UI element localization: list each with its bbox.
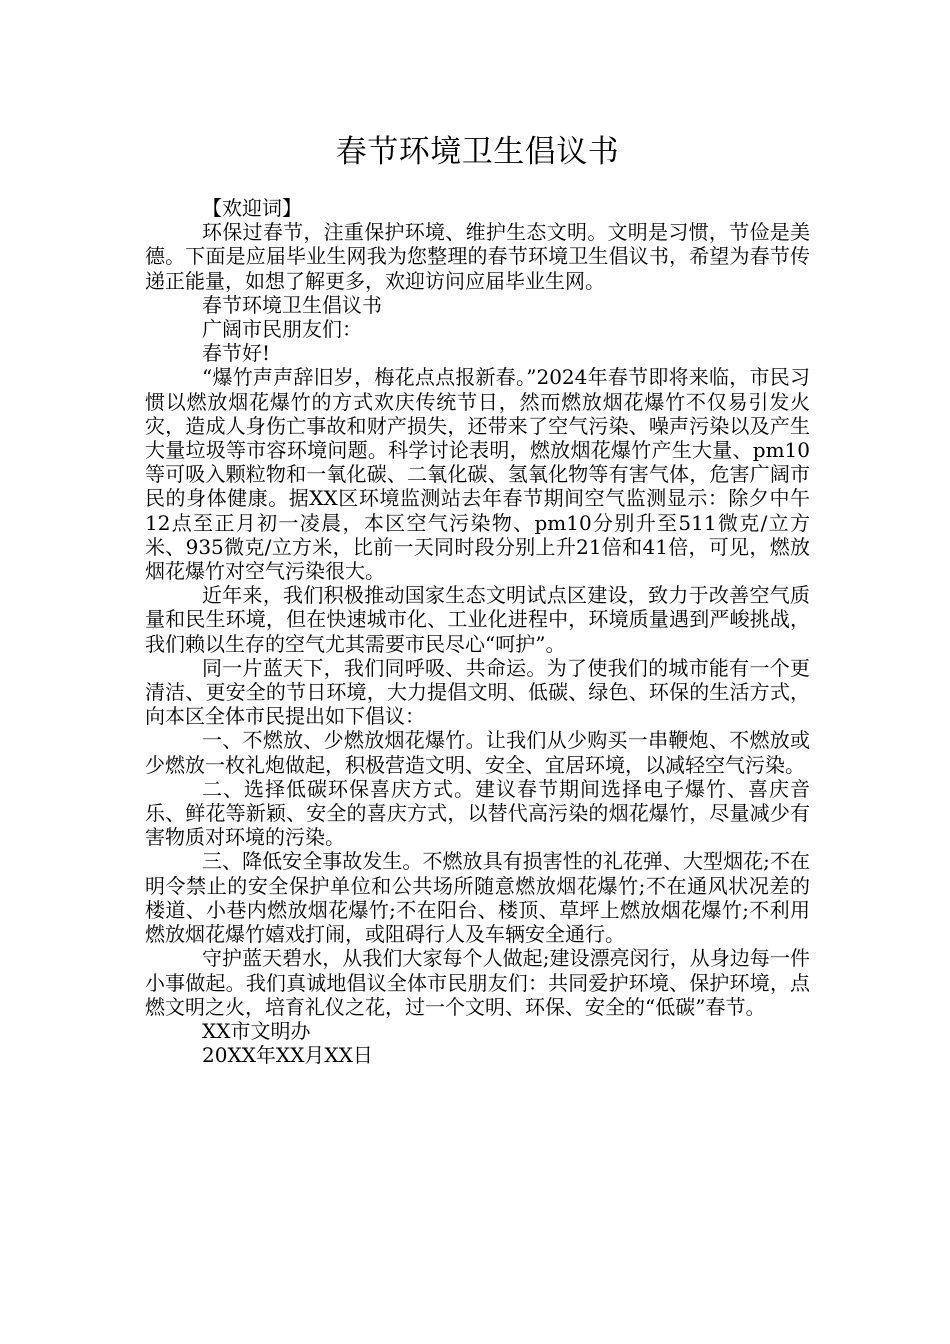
body-paragraph: 近年来，我们积极推动国家生态文明试点区建设，致力于改善空气质量和民生环境，但在快速城市化、工业化进程中，环境质量遇到严峻挑战，我们赖以生存的空气尤其需要市民尽心“呵护”。	[145, 583, 810, 656]
signature: XX市文明办	[202, 1018, 311, 1043]
intro-paragraph: 环保过春节，注重保护环境、维护生态文明。文明是习惯，节俭是美德。下面是应届毕业生网我为您整理的春节环境卫生倡议书，希望为春节传递正能量，如想了解更多，欢迎访问应届毕业生网。	[145, 220, 810, 293]
body-paragraph: 同一片蓝天下，我们同呼吸、共命运。为了使我们的城市能有一个更清洁、更安全的节日环境，大力提倡文明、低碳、绿色、环保的生活方式，向本区全体市民提出如下倡议：	[145, 655, 810, 729]
body-paragraph: “爆竹声声辞旧岁，梅花点点报新春。”2024年春节即将来临，市民习惯以燃放烟花爆竹的方式欢庆传统节日，然而燃放烟花爆竹不仅易引发火灾，造成人身伤亡事故和财产损失，还带来了空气污染、噪声污染以及产生大量垃圾等市容环境问题。科学讨论表明，燃放烟花爆竹产生大量、pm10等可吸入颗粒物和一氧化碳、二氧化碳、氢氧化物等有害气体，危害广阔市民的身体健康。据XX区环境监测站去年春节期间空气监测显示：除夕中午12点至正月初一凌晨，本区空气污染物、pm10分别升至511微克/立方米、935微克/立方米，比前一天同时段分别上升21倍和41倍，可见，燃放烟花爆竹对空气污染很大。	[145, 365, 810, 584]
document-title: 春节环境卫生倡议书	[335, 134, 620, 170]
document-body	[145, 196, 810, 1067]
proposal-item: 三、降低安全事故发生。不燃放具有损害性的礼花弹、大型烟花;不在明令禁止的安全保护单位和公共场所随意燃放烟花爆竹;不在通风状况差的楼道、小巷内燃放烟花爆竹;不在阳台、楼顶、草坪上燃放烟花爆竹;不利用燃放烟花爆竹嬉戏打闹，或阻碍行人及车辆安全通行。	[145, 849, 810, 947]
welcome-heading: 【欢迎词】	[202, 196, 302, 220]
salutation: 广阔市民朋友们：	[202, 317, 362, 342]
letter-title: 春节环境卫生倡议书	[202, 292, 382, 317]
greeting: 春节好!	[202, 341, 271, 366]
proposal-item: 一、不燃放、少燃放烟花爆竹。让我们从少购买一串鞭炮、不燃放或少燃放一枚礼炮做起，积极营造文明、安全、宜居环境，以减轻空气污染。	[145, 728, 810, 777]
date: 20XX年XX月XX日	[202, 1043, 373, 1068]
closing-paragraph: 守护蓝天碧水，从我们大家每个人做起;建设漂亮闵行，从身边每一件小事做起。我们真诚地倡议全体市民朋友们：共同爱护环境、保护环境，点燃文明之火，培育礼仪之花，过一个文明、环保、安全的“低碳”春节。	[145, 946, 810, 1019]
document-page	[145, 0, 810, 1067]
proposal-item: 二、选择低碳环保喜庆方式。建议春节期间选择电子爆竹、喜庆音乐、鲜花等新颖、安全的喜庆方式，以替代高污染的烟花爆竹，尽量减少有害物质对环境的污染。	[145, 776, 810, 850]
